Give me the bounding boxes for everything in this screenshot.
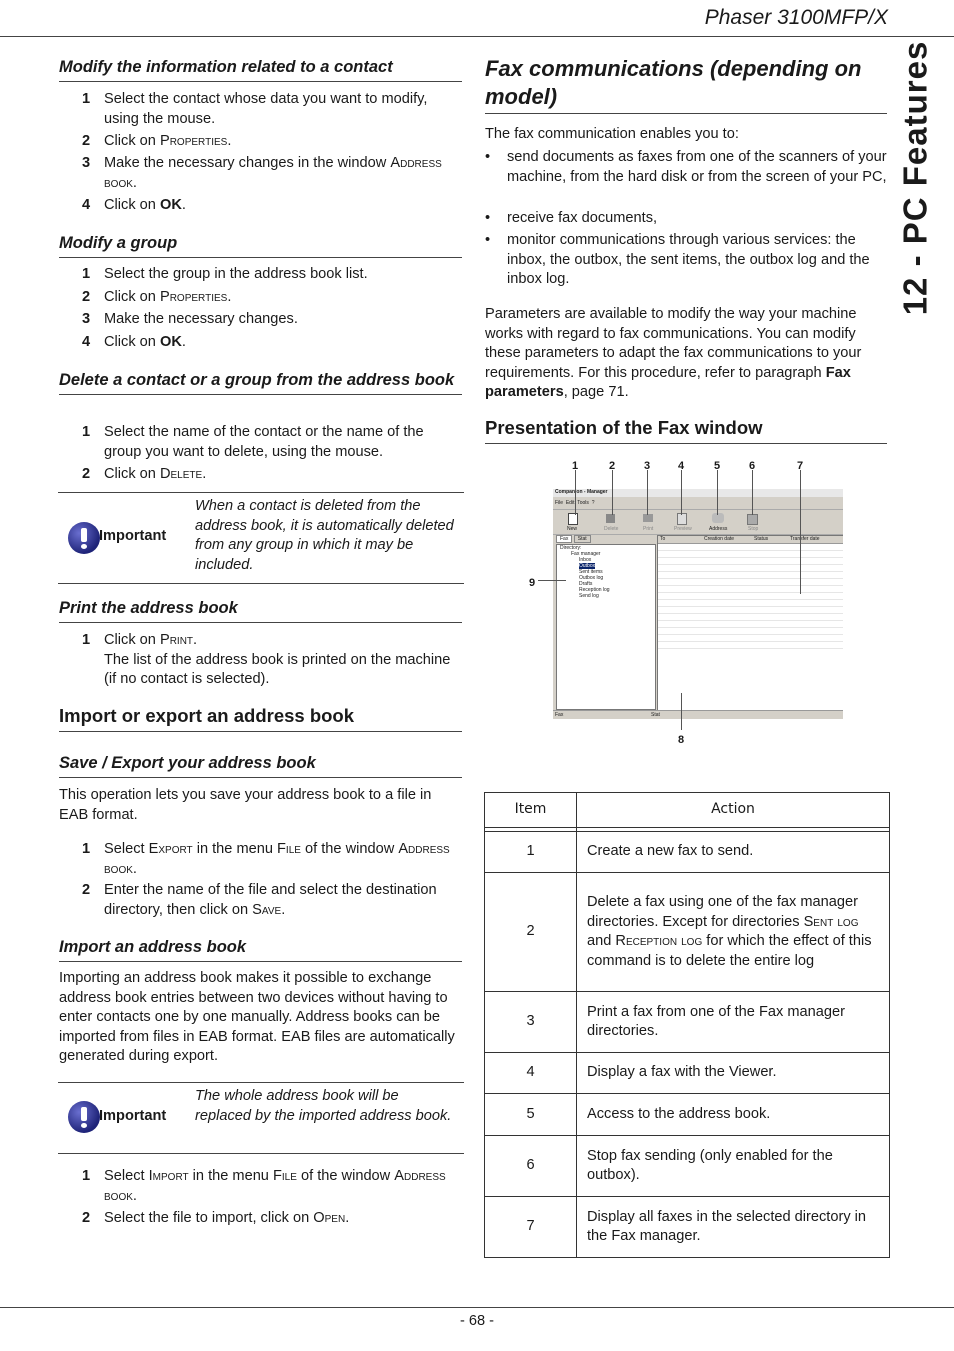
- table-row: 5 Access to the address book.: [485, 1094, 890, 1136]
- tree-item: Inbox: [579, 557, 592, 563]
- section-title-presentation: Presentation of the Fax window: [485, 417, 887, 444]
- section-title-delete: Delete a contact or a group from the address book: [59, 370, 462, 395]
- print-icon: [643, 514, 653, 522]
- page-number: - 68 -: [459, 1313, 495, 1329]
- important-label: Important: [99, 528, 167, 544]
- new-icon: [568, 513, 578, 525]
- section-title-fax-communications: Fax communications (depending on model): [485, 55, 887, 114]
- directory-tree: Directory: Fax manager Inbox Outbox Sent items Outbox log Drafts Reception log Send log: [556, 544, 656, 710]
- important-text: The whole address book will be replaced by the imported address book.: [195, 1088, 452, 1124]
- step: 3 Make the necessary changes in the window Address book.: [82, 155, 442, 191]
- status-bar: Fax Stat: [553, 710, 843, 719]
- step: 2 Click on Properties.: [82, 289, 232, 305]
- paragraph: Parameters are available to modify the way your machine works with regard to fax communications. You can modify these parameters to adapt the fax communications to your requirements. For this procedure, refer to paragraph Fax parameters, page 71.: [485, 306, 862, 400]
- important-text: When a contact is deleted from the address book, it is automatically deleted from any group in which it may be included.: [195, 498, 454, 573]
- leader-line: [681, 470, 682, 515]
- callout-9: 9: [529, 577, 536, 589]
- list-header: To Creation date Status Transfer date: [658, 536, 843, 544]
- step: 1 Click on Print. The list of the address book is printed on the machine (if no contact is selected).: [82, 632, 451, 687]
- callout-1: 1: [572, 460, 579, 472]
- toolbar-label: Delete: [604, 526, 619, 532]
- tree-item: Outbox log: [579, 575, 604, 581]
- table-row: 6 Stop fax sending (only enabled for the outbox).: [485, 1136, 890, 1197]
- table-row: 3 Print a fax from one of the Fax manager directories.: [485, 992, 890, 1053]
- menu-bar: File Edit Tools ?: [555, 500, 595, 506]
- toolbar-label: Print: [643, 526, 654, 532]
- important-label: Important: [99, 1108, 167, 1124]
- step: 1 Select Export in the menu File of the window Address book.: [82, 841, 450, 877]
- callout-4: 4: [678, 460, 685, 472]
- important-note: [58, 1082, 464, 1154]
- section-title-save-export: Save / Export your address book: [59, 753, 462, 778]
- section-title-modify-group: Modify a group: [59, 233, 462, 258]
- step: 4 Click on OK.: [82, 334, 186, 350]
- stop-icon: [747, 514, 758, 525]
- toolbar-label: Address: [709, 526, 728, 532]
- step: 2 Select the file to import, click on Open.: [82, 1210, 350, 1226]
- bullet-item: • receive fax documents,: [485, 210, 658, 226]
- table-header-action: Action: [577, 793, 890, 828]
- step: 2 Enter the name of the file and select the destination directory, then click on Save.: [82, 882, 437, 918]
- step: 1 Select Import in the menu File of the window Address book.: [82, 1168, 446, 1204]
- chapter-tab: 12 - PC Features: [896, 40, 934, 316]
- paragraph: Importing an address book makes it possible to exchange address book entries between two devices without having to enter contacts one by one manually. Address books can be imported from files in EAB format. EAB files are automatically generated during export.: [59, 970, 455, 1064]
- step: 3 Make the necessary changes.: [82, 311, 298, 327]
- callout-6: 6: [749, 460, 756, 472]
- fax-list: [657, 535, 843, 711]
- tree-item: Outbox: [579, 563, 596, 569]
- tab-fax: Fax Stat: [556, 536, 591, 542]
- section-title-print: Print the address book: [59, 598, 462, 623]
- tree-item: Fax manager: [571, 551, 601, 557]
- table-row: 2 Delete a fax using one of the fax manager directories. Except for directories Sent log and Reception log for which the effect of this command is to delete the entire log: [485, 873, 890, 992]
- leader-line: [717, 470, 718, 515]
- step: 1 Select the contact whose data you want to modify, using the mouse.: [82, 91, 428, 127]
- paragraph: The fax communication enables you to:: [485, 126, 739, 142]
- table-row: 1 Create a new fax to send.: [485, 832, 890, 873]
- section-title-modify-contact: Modify the information related to a contact: [59, 57, 462, 82]
- section-title-import: Import an address book: [59, 937, 462, 962]
- table-row: 7 Display all faxes in the selected directory in the Fax manager.: [485, 1197, 890, 1258]
- step: 1 Select the group in the address book list.: [82, 266, 368, 282]
- preview-icon: [677, 513, 687, 525]
- important-note: [58, 492, 464, 584]
- callout-5: 5: [714, 460, 721, 472]
- tree-item: Sent items: [579, 569, 603, 575]
- tree-item: Send log: [579, 593, 599, 599]
- step: 2 Click on Delete.: [82, 466, 207, 482]
- toolbar-label: Stop: [748, 526, 759, 532]
- step: 4 Click on OK.: [82, 197, 186, 213]
- step: 1 Select the name of the contact or the name of the group you want to delete, using the mouse.: [82, 424, 424, 460]
- footer-rule: [0, 1307, 954, 1308]
- table-header-item: Item: [485, 793, 577, 828]
- callout-3: 3: [644, 460, 651, 472]
- step: 2 Click on Properties.: [82, 133, 232, 149]
- product-title: Phaser 3100MFP/X: [704, 6, 888, 29]
- leader-line: [612, 470, 613, 515]
- window-titlebar: Companion - Manager: [553, 489, 843, 497]
- items-table: [484, 792, 890, 1258]
- section-title-import-export: Import or export an address book: [59, 705, 462, 732]
- callout-8: 8: [678, 734, 685, 746]
- leader-line: [681, 693, 682, 730]
- important-icon: [68, 522, 100, 554]
- header-rule: [0, 36, 954, 37]
- bullet-item: • send documents as faxes from one of the scanners of your machine, from the hard disk or from the screen of your PC,: [485, 149, 887, 185]
- leader-line: [800, 470, 801, 594]
- callout-2: 2: [609, 460, 616, 472]
- bullet-item: • monitor communications through various services: the inbox, the outbox, the sent items, the outbox log and the inbox log.: [485, 232, 870, 287]
- tree-item: Reception log: [579, 587, 610, 593]
- tree-item: Drafts: [579, 581, 593, 587]
- address-book-icon: [712, 513, 724, 523]
- table-row: 4 Display a fax with the Viewer.: [485, 1053, 890, 1094]
- toolbar-label: New: [567, 526, 578, 532]
- leader-line: [647, 470, 648, 515]
- leader-line: [538, 580, 566, 581]
- leader-line: [575, 470, 576, 515]
- leader-line: [752, 470, 753, 515]
- paragraph: This operation lets you save your address book to a file in EAB format.: [59, 787, 432, 823]
- callout-7: 7: [797, 460, 804, 472]
- toolbar-label: Preview: [674, 526, 692, 532]
- important-icon: [68, 1101, 100, 1133]
- delete-icon: [606, 514, 615, 523]
